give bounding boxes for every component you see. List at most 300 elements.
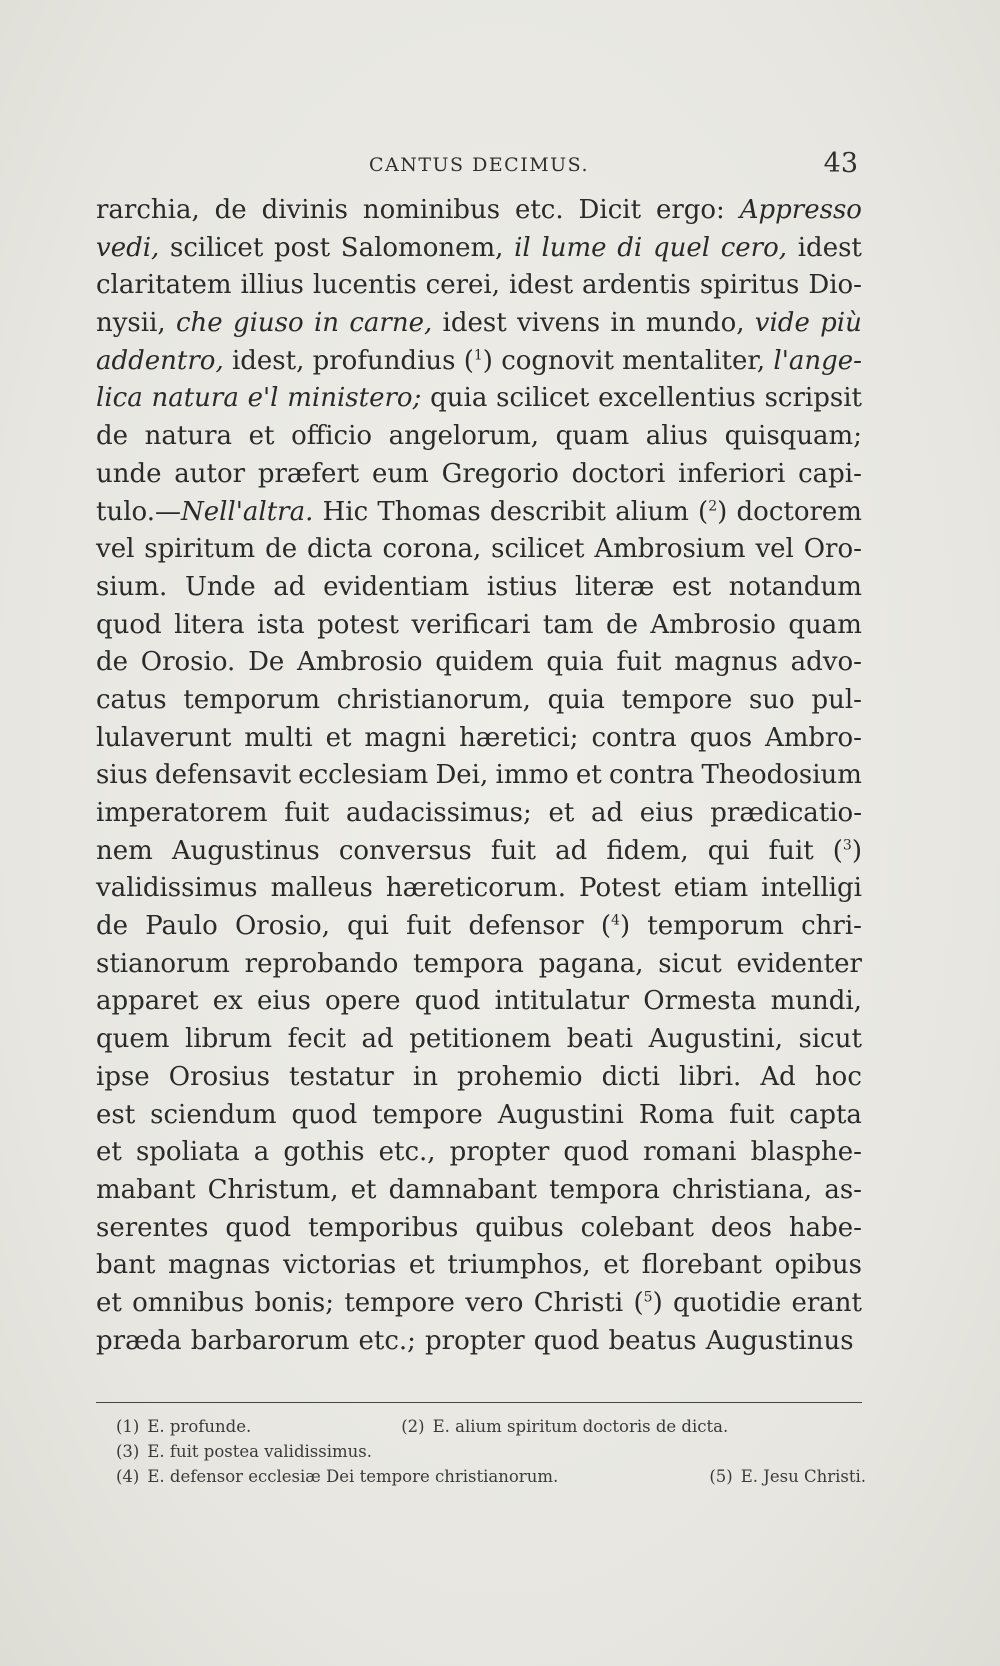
word: spiritus bbox=[699, 270, 800, 301]
word: propter bbox=[425, 1325, 525, 1356]
word: ($^1$) bbox=[463, 345, 493, 376]
word: defensavit bbox=[154, 760, 292, 791]
word: de bbox=[214, 195, 247, 225]
text-line bbox=[96, 1323, 862, 1361]
word: ($^4$) bbox=[600, 911, 631, 942]
text-line bbox=[96, 607, 862, 645]
word: cognovit bbox=[501, 345, 614, 376]
footnote-row bbox=[116, 1414, 866, 1439]
word: immo bbox=[495, 760, 569, 791]
text-line bbox=[96, 1172, 862, 1210]
word: Ambrosio bbox=[650, 609, 776, 640]
word: magnas bbox=[167, 1250, 271, 1281]
word: fuit bbox=[729, 1099, 775, 1130]
word: inferiori bbox=[678, 458, 786, 489]
word: barbarorum bbox=[190, 1325, 350, 1356]
word: De bbox=[248, 647, 285, 678]
word: officio bbox=[291, 421, 373, 452]
word: tulo.—Nell'altra. bbox=[96, 496, 314, 527]
word: catus bbox=[96, 684, 167, 715]
word: Christum, bbox=[207, 1174, 339, 1205]
text-line bbox=[96, 1210, 862, 1248]
word: ($^2$) bbox=[698, 496, 728, 527]
word: stianorum bbox=[96, 948, 230, 979]
word: potest bbox=[317, 609, 399, 640]
word: præda bbox=[96, 1325, 182, 1356]
word: gothis bbox=[283, 1137, 365, 1168]
word: suo bbox=[748, 684, 795, 715]
text-line bbox=[96, 380, 862, 418]
word: de bbox=[96, 911, 129, 942]
word: erant bbox=[791, 1287, 862, 1318]
footnote-4 bbox=[116, 1464, 558, 1489]
footnote-mark: (2) bbox=[401, 1417, 425, 1436]
word: beati bbox=[566, 1024, 634, 1055]
footnote-ref: 4 bbox=[611, 912, 620, 929]
text-line bbox=[96, 1247, 862, 1285]
text-line bbox=[96, 870, 862, 908]
text-line bbox=[96, 757, 862, 795]
word: fuit bbox=[768, 835, 814, 866]
word: reprobando bbox=[244, 948, 399, 979]
word: christianorum, bbox=[336, 684, 531, 715]
footnote-mark: (1) bbox=[116, 1417, 140, 1436]
word: l'ange- bbox=[773, 345, 862, 376]
word: Ad bbox=[760, 1061, 796, 1092]
text-line bbox=[96, 305, 862, 343]
footnote-ref: 1 bbox=[473, 347, 483, 364]
word: tempora bbox=[413, 948, 524, 979]
word: sium. bbox=[96, 571, 168, 602]
word: Potest bbox=[579, 873, 661, 904]
word: intelligi bbox=[761, 873, 862, 904]
word: Thomas bbox=[377, 496, 481, 527]
word: addentro, bbox=[96, 345, 224, 376]
word: quod bbox=[291, 1099, 358, 1130]
word: etc.; bbox=[358, 1325, 416, 1356]
word: prædicatio- bbox=[710, 798, 862, 828]
word: testatur bbox=[289, 1061, 394, 1092]
word: Dio- bbox=[808, 270, 862, 301]
word: Dei, bbox=[435, 760, 489, 791]
body-text bbox=[96, 192, 862, 1360]
word: nominibus bbox=[362, 195, 501, 225]
word: Ormesta bbox=[643, 986, 757, 1017]
word: et bbox=[548, 798, 575, 828]
footnote-text: E. defensor ecclesiæ Dei tempore christianorum. bbox=[147, 1467, 559, 1486]
word: serentes bbox=[96, 1212, 209, 1243]
word: excellentius bbox=[598, 383, 756, 414]
word: et bbox=[408, 1250, 435, 1281]
word: idest bbox=[797, 232, 862, 263]
word: qui bbox=[347, 911, 389, 942]
word: Ambrosio bbox=[297, 647, 423, 678]
word: pul- bbox=[811, 684, 862, 715]
word: romani bbox=[643, 1137, 737, 1168]
footnote-mark: (3) bbox=[116, 1442, 140, 1461]
word: ministero; bbox=[287, 383, 422, 414]
word: quia bbox=[547, 684, 605, 715]
footnote-text: E. Jesu Christi. bbox=[740, 1467, 866, 1486]
word: et bbox=[575, 760, 602, 791]
word: natura bbox=[151, 383, 239, 414]
word: apparet bbox=[96, 986, 199, 1017]
word: che bbox=[175, 308, 223, 339]
word: libri. bbox=[679, 1061, 742, 1092]
word: Augustini, bbox=[648, 1024, 783, 1055]
word: et bbox=[325, 722, 352, 753]
word: scilicet bbox=[491, 534, 585, 565]
word: et bbox=[350, 1174, 377, 1205]
word: petitionem bbox=[409, 1024, 552, 1055]
word: damnabant bbox=[388, 1174, 537, 1205]
word: cero, bbox=[720, 232, 788, 263]
word: et bbox=[96, 1137, 122, 1168]
word: temporibus bbox=[308, 1212, 459, 1243]
word: a bbox=[253, 1137, 270, 1168]
word: temporum bbox=[183, 684, 320, 715]
footnote-row bbox=[116, 1439, 866, 1464]
word: fuit bbox=[406, 911, 452, 942]
word: claritatem bbox=[96, 270, 232, 301]
word: quia bbox=[430, 383, 488, 414]
word: angelorum, bbox=[388, 421, 540, 452]
footnote-text: E. profunde. bbox=[147, 1417, 252, 1436]
word: corona, bbox=[382, 534, 482, 565]
word: fuit bbox=[490, 835, 536, 866]
word: Christi bbox=[533, 1287, 624, 1318]
word: pagana, bbox=[538, 948, 644, 979]
word: quam bbox=[555, 421, 630, 452]
word: illius bbox=[240, 270, 304, 301]
word: est bbox=[671, 571, 712, 602]
word: Augustini bbox=[497, 1099, 624, 1130]
word: notandum bbox=[728, 571, 862, 602]
word: in bbox=[610, 308, 636, 339]
word: Augustinus bbox=[705, 1325, 854, 1356]
word: sicut bbox=[658, 948, 722, 979]
word: ad bbox=[361, 1024, 394, 1055]
word: tempore bbox=[344, 1287, 455, 1318]
word: idest bbox=[508, 270, 574, 301]
word: e'l bbox=[247, 383, 279, 414]
word: Augustinus bbox=[171, 835, 320, 866]
word: vero bbox=[465, 1287, 524, 1318]
word: dicta bbox=[307, 534, 373, 565]
word: quod bbox=[563, 1137, 630, 1168]
text-line bbox=[96, 946, 862, 984]
word: ex bbox=[212, 986, 243, 1017]
text-line bbox=[96, 569, 862, 607]
footnote-text: E. alium spiritum doctoris de dicta. bbox=[432, 1417, 729, 1436]
text-line bbox=[96, 908, 862, 946]
word: nem bbox=[96, 835, 153, 866]
word: istius bbox=[486, 571, 558, 602]
footnote-ref: 2 bbox=[708, 497, 718, 514]
word: alium bbox=[615, 496, 689, 527]
word: hoc bbox=[814, 1061, 862, 1092]
word: sicut bbox=[798, 1024, 862, 1055]
word: librum bbox=[184, 1024, 273, 1055]
text-line bbox=[96, 1134, 862, 1172]
text-line bbox=[96, 343, 862, 381]
word: fidem, bbox=[606, 835, 689, 866]
footnote-5 bbox=[709, 1464, 866, 1489]
word: christiana, bbox=[672, 1174, 813, 1205]
word: mundo, bbox=[645, 308, 745, 339]
word: scripsit bbox=[764, 383, 862, 414]
word: bant bbox=[96, 1250, 156, 1281]
word: audacissimus; bbox=[346, 798, 532, 828]
word: Paulo bbox=[145, 911, 218, 942]
word: præfert bbox=[257, 458, 360, 489]
word: multi bbox=[244, 722, 313, 753]
text-line bbox=[96, 1021, 862, 1059]
word: quia bbox=[546, 647, 604, 678]
page-header bbox=[96, 148, 862, 184]
word: lulaverunt bbox=[96, 722, 232, 753]
word: de bbox=[265, 534, 298, 565]
word: idest bbox=[442, 308, 507, 339]
text-line bbox=[96, 644, 862, 682]
word: de bbox=[96, 647, 129, 678]
word: più bbox=[820, 308, 862, 339]
word: tam bbox=[542, 609, 594, 640]
word: bonis; bbox=[254, 1287, 335, 1318]
word: deos bbox=[710, 1212, 772, 1243]
word: blasphe- bbox=[750, 1137, 862, 1168]
text-line bbox=[96, 833, 862, 871]
word: idest, bbox=[231, 345, 305, 376]
word: doctori bbox=[571, 458, 666, 489]
word: ad bbox=[555, 835, 588, 866]
word: florebant bbox=[641, 1250, 762, 1281]
word: qui bbox=[707, 835, 750, 866]
word: quod bbox=[414, 986, 481, 1017]
word: Ambro- bbox=[765, 722, 862, 753]
text-line bbox=[96, 494, 862, 532]
word: spiritum bbox=[144, 534, 256, 565]
word: est bbox=[96, 1099, 136, 1130]
word: hæreticorum. bbox=[385, 873, 566, 904]
word: Roma bbox=[638, 1099, 715, 1130]
word: omnibus bbox=[132, 1287, 245, 1318]
word: Theodosium bbox=[701, 760, 862, 791]
word: scilicet bbox=[170, 232, 264, 263]
word: ardentis bbox=[582, 270, 691, 301]
word: opere bbox=[325, 986, 401, 1017]
word: magnus bbox=[674, 647, 778, 678]
word: Salomonem, bbox=[340, 232, 504, 263]
word: evidenter bbox=[736, 948, 862, 979]
word: vide bbox=[754, 308, 810, 339]
footnote-1 bbox=[116, 1414, 251, 1439]
text-line bbox=[96, 267, 862, 305]
word: rarchia, bbox=[96, 195, 200, 225]
word: in bbox=[412, 1061, 438, 1092]
text-line bbox=[96, 230, 862, 268]
word: mentaliter, bbox=[622, 345, 766, 376]
word: Gregorio bbox=[441, 458, 559, 489]
word: et bbox=[96, 1287, 122, 1318]
word: victorias bbox=[283, 1250, 397, 1281]
word: ad bbox=[273, 571, 306, 602]
word: vel bbox=[755, 534, 794, 565]
text-line bbox=[96, 192, 862, 230]
word: habe- bbox=[788, 1212, 862, 1243]
word: ipse bbox=[96, 1061, 150, 1092]
footnote-2 bbox=[401, 1414, 728, 1439]
word: advo- bbox=[790, 647, 862, 678]
word: quod bbox=[225, 1212, 292, 1243]
word: fuit bbox=[284, 798, 330, 828]
word: beatus bbox=[608, 1325, 697, 1356]
word: vivens bbox=[516, 308, 601, 339]
word: hæretici; bbox=[459, 722, 579, 753]
word: imperatorem bbox=[96, 798, 268, 828]
text-line bbox=[96, 795, 862, 833]
word: carne, bbox=[349, 308, 433, 339]
word: natura bbox=[144, 421, 233, 452]
word: tempore bbox=[372, 1099, 483, 1130]
word: quod bbox=[533, 1325, 600, 1356]
word: lica bbox=[96, 383, 143, 414]
running-head: CANTUS DECIMUS. bbox=[368, 154, 590, 176]
word: temporum bbox=[647, 911, 784, 942]
word: et bbox=[603, 1250, 630, 1281]
word: magni bbox=[364, 722, 447, 753]
word: defensor bbox=[468, 911, 584, 942]
word: opibus bbox=[774, 1250, 862, 1281]
word: divinis bbox=[261, 195, 348, 225]
page-number: 43 bbox=[823, 148, 858, 179]
word: quisquam; bbox=[724, 421, 862, 452]
word: sciendum bbox=[150, 1099, 277, 1130]
word: nysii, bbox=[96, 308, 166, 339]
word: quam bbox=[788, 609, 862, 640]
word: capta bbox=[789, 1099, 862, 1130]
word: mabant bbox=[96, 1174, 196, 1205]
word: lume bbox=[541, 232, 607, 263]
word: scilicet bbox=[496, 383, 590, 414]
word: intitulatur bbox=[494, 986, 630, 1017]
footnote-row bbox=[116, 1464, 866, 1489]
word: literæ bbox=[574, 571, 655, 602]
word: propter bbox=[449, 1137, 550, 1168]
word: contra bbox=[608, 760, 695, 791]
text-line bbox=[96, 1059, 862, 1097]
word: colebant bbox=[580, 1212, 694, 1243]
text-line bbox=[96, 531, 862, 569]
word: sius bbox=[96, 760, 148, 791]
footnote-rule bbox=[96, 1402, 862, 1403]
word: Orosius bbox=[168, 1061, 270, 1092]
word: alius bbox=[645, 421, 709, 452]
word: eius bbox=[639, 798, 694, 828]
word: cerei, bbox=[425, 270, 500, 301]
word: prohemio bbox=[457, 1061, 583, 1092]
text-line bbox=[96, 418, 862, 456]
word: giuso bbox=[232, 308, 304, 339]
word: eum bbox=[372, 458, 429, 489]
footnote-ref: 3 bbox=[842, 837, 852, 854]
word: triumphos, bbox=[447, 1250, 591, 1281]
word: Dicit bbox=[578, 195, 642, 225]
word: vedi, bbox=[96, 232, 160, 263]
word: etiam bbox=[673, 873, 749, 904]
word: dicti bbox=[601, 1061, 660, 1092]
word: Orosio, bbox=[234, 911, 330, 942]
word: unde bbox=[96, 458, 162, 489]
word: describit bbox=[489, 496, 607, 527]
word: de bbox=[96, 421, 129, 452]
word: contra bbox=[591, 722, 677, 753]
word: tempore bbox=[621, 684, 733, 715]
word: autor bbox=[174, 458, 246, 489]
word: Oro- bbox=[803, 534, 862, 565]
word: lucentis bbox=[312, 270, 417, 301]
word: chri- bbox=[801, 911, 862, 942]
word: profundius bbox=[312, 345, 456, 376]
text-line bbox=[96, 1097, 862, 1135]
word: evidentiam bbox=[323, 571, 470, 602]
word: quos bbox=[689, 722, 753, 753]
word: quem bbox=[96, 1024, 170, 1055]
footnote-text: E. fuit postea validissimus. bbox=[147, 1442, 372, 1461]
word: ista bbox=[257, 609, 305, 640]
word: in bbox=[313, 308, 340, 339]
word: validissimus bbox=[96, 873, 258, 904]
word: quotidie bbox=[673, 1287, 782, 1318]
word: litera bbox=[174, 609, 245, 640]
word: verificari bbox=[411, 609, 531, 640]
word: malleus bbox=[270, 873, 373, 904]
word: Hic bbox=[322, 496, 369, 527]
word: etc. bbox=[514, 195, 564, 225]
word: conversus bbox=[338, 835, 472, 866]
word: de bbox=[605, 609, 638, 640]
word: spoliata bbox=[135, 1137, 240, 1168]
word: ecclesiam bbox=[298, 760, 429, 791]
word: di bbox=[617, 232, 643, 263]
word: vel bbox=[96, 534, 135, 565]
footnote-mark: (5) bbox=[709, 1467, 733, 1486]
word: ergo: bbox=[655, 195, 725, 225]
word: et bbox=[248, 421, 275, 452]
word: capi- bbox=[798, 458, 862, 489]
word: ad bbox=[590, 798, 624, 828]
text-line bbox=[96, 720, 862, 758]
word: quod bbox=[96, 609, 162, 640]
word: etc., bbox=[378, 1137, 436, 1168]
word: Unde bbox=[184, 571, 256, 602]
word: Ambrosium bbox=[594, 534, 746, 565]
footnote-mark: (4) bbox=[116, 1467, 140, 1486]
text-line bbox=[96, 682, 862, 720]
word: mundi, bbox=[770, 986, 862, 1017]
word: post bbox=[273, 232, 331, 263]
footnotes bbox=[116, 1414, 866, 1489]
word: quibus bbox=[475, 1212, 564, 1243]
word: Appresso bbox=[739, 195, 862, 225]
footnote-ref: 5 bbox=[643, 1289, 653, 1306]
text-line bbox=[96, 456, 862, 494]
word: eius bbox=[257, 986, 311, 1017]
word: il bbox=[514, 232, 531, 263]
word: ($^5$) bbox=[633, 1287, 663, 1318]
word: quel bbox=[652, 232, 711, 263]
footnote-3 bbox=[116, 1439, 372, 1464]
